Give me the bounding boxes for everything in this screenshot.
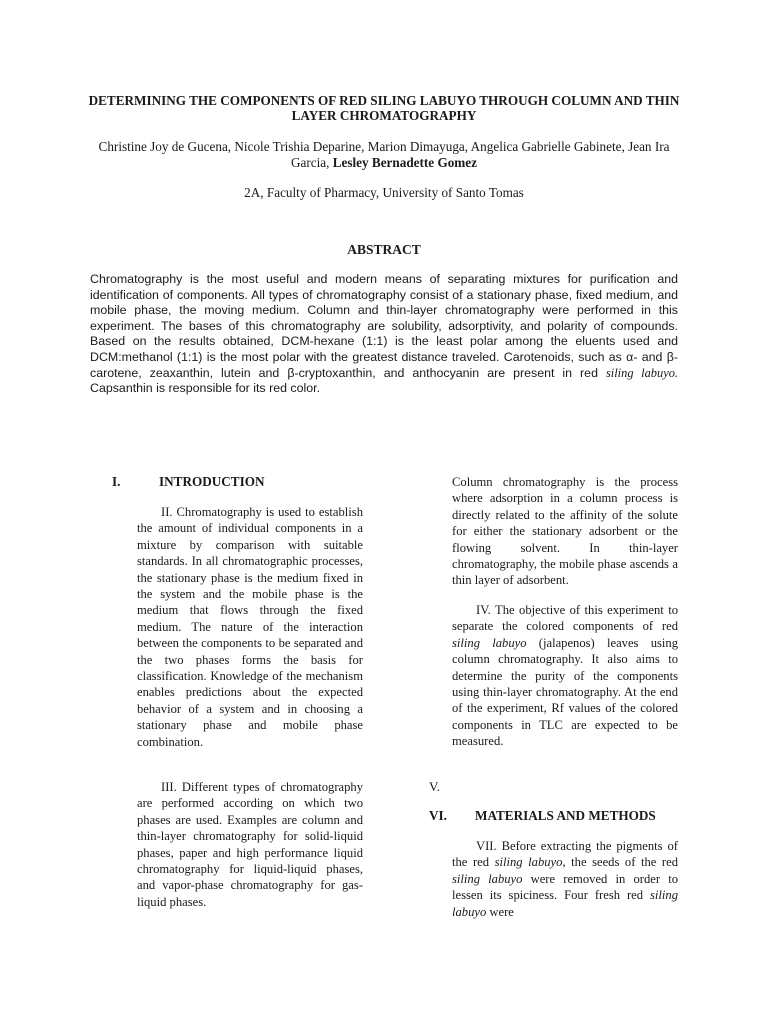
paragraph-column-chromatography: Column chromatography is the process where adsorption in a column process is directly related to the affinity of the solute for either the stationary adsorbent or the flowing solvent. In thin-layer chromatography, the mobile phase ascends a thin layer of adsorbent.: [452, 475, 678, 588]
authors-bold: Lesley Bernadette Gomez: [332, 155, 478, 170]
paragraph-vii-label: VII.: [476, 839, 497, 853]
abstract-italic: siling labuyo.: [605, 365, 678, 380]
methods-title: MATERIALS AND METHODS: [475, 808, 656, 823]
abstract-heading: ABSTRACT: [347, 242, 421, 257]
paragraph-vii-text-2: , the seeds of the red: [562, 855, 679, 870]
affiliation: 2A, Faculty of Pharmacy, University of Santo Tomas: [244, 185, 524, 200]
paragraph-vii-text-1: Before extracting the pigments of the red: [452, 839, 678, 870]
paragraph-ii-text: Chromatography is used to establish the amount of individual components in a mixture by comparison with suitable standards. In all chromatographic processes, the stationary phase is the medium fixed in the system and the mobile phase is the medium that flows through the fixed medium. The nature of the interaction between the components to be separated and the two phases forms the basis for classification. Knowledge of the mechanism enables predictions about the expected behavior of a system and in choosing a stationary phase and mobile phase combination.: [137, 505, 363, 749]
paragraph-vii-italic-3: siling labuyo: [452, 888, 678, 919]
introduction-heading: [112, 474, 412, 492]
paragraph-iv-text-2: (jalapenos) leaves using column chromatography. It also aims to determine the purity of the components using thin-layer chromatography. At the end of the experiment, Rf values of the colored components in TLC are expected to be measured.: [452, 635, 678, 749]
paper-title: DETERMINING THE COMPONENTS OF RED SILING LABUYO THROUGH COLUMN AND THIN LAYER CHROMATOGRAPHY: [88, 93, 680, 123]
abstract-text-1: Chromatography is the most useful and modern means of separating mixtures for purification and identification of components. All types of chromatography consist of a stationary phase, fixed medium, and mobile phase, the moving medium. Column and thin-layer chromatography were performed in this experiment. The bases of this chromatography are solubility, adsorptivity, and polarity of compounds. Based on the results obtained, DCM-hexane (1:1) is the least polar among the eluents used and DCM:methanol (1:1) is the most polar with the greatest distance traveled. Carotenoids, such as α- and β-carotene, zeaxanthin, lutein and β-cryptoxanthin, and anthocyanin are present in red: [90, 272, 678, 380]
introduction-title: INTRODUCTION: [159, 474, 265, 489]
section-v-label: V.: [429, 779, 440, 794]
paragraph-vii-text-4: were: [486, 904, 514, 919]
methods-heading: [429, 808, 689, 826]
introduction-number: I.: [112, 474, 121, 489]
abstract-body: [90, 272, 678, 397]
abstract-text-2: Capsanthin is responsible for its red color.: [90, 381, 321, 396]
paragraph-vii: [452, 838, 678, 920]
paragraph-iv: [452, 602, 678, 750]
paragraph-vii-italic-2: siling labuyo: [452, 871, 523, 886]
paragraph-iii-text: Different types of chromatography are performed according on which two phases are used. Examples are column and thin-layer chromatography for solid-liquid phases, paper and high performance liquid chromatography for liquid-liquid phases, and vapor-phase chromatography for gas-liquid phases.: [137, 780, 363, 909]
paragraph-iii-label: III.: [161, 780, 177, 794]
paragraph-iv-label: IV.: [476, 603, 491, 617]
paragraph-iv-italic: siling labuyo: [452, 635, 527, 650]
paragraph-ii: [137, 504, 363, 750]
methods-number: VI.: [429, 808, 447, 823]
paragraph-ii-label: II.: [161, 505, 173, 519]
paragraph-vii-text-3: were removed in order to lessen its spiciness. Four fresh red: [452, 871, 679, 903]
paragraph-vii-italic-1: siling labuyo: [494, 855, 563, 870]
authors-plain: Christine Joy de Gucena, Nicole Trishia Deparine, Marion Dimayuga, Angelica Gabrielle Gabinete, Jean Ira Garcia,: [98, 139, 670, 170]
paragraph-iv-text-1: The objective of this experiment to separate the colored components of red: [452, 603, 679, 634]
author-list: [86, 139, 682, 171]
paragraph-iii: [137, 779, 363, 910]
